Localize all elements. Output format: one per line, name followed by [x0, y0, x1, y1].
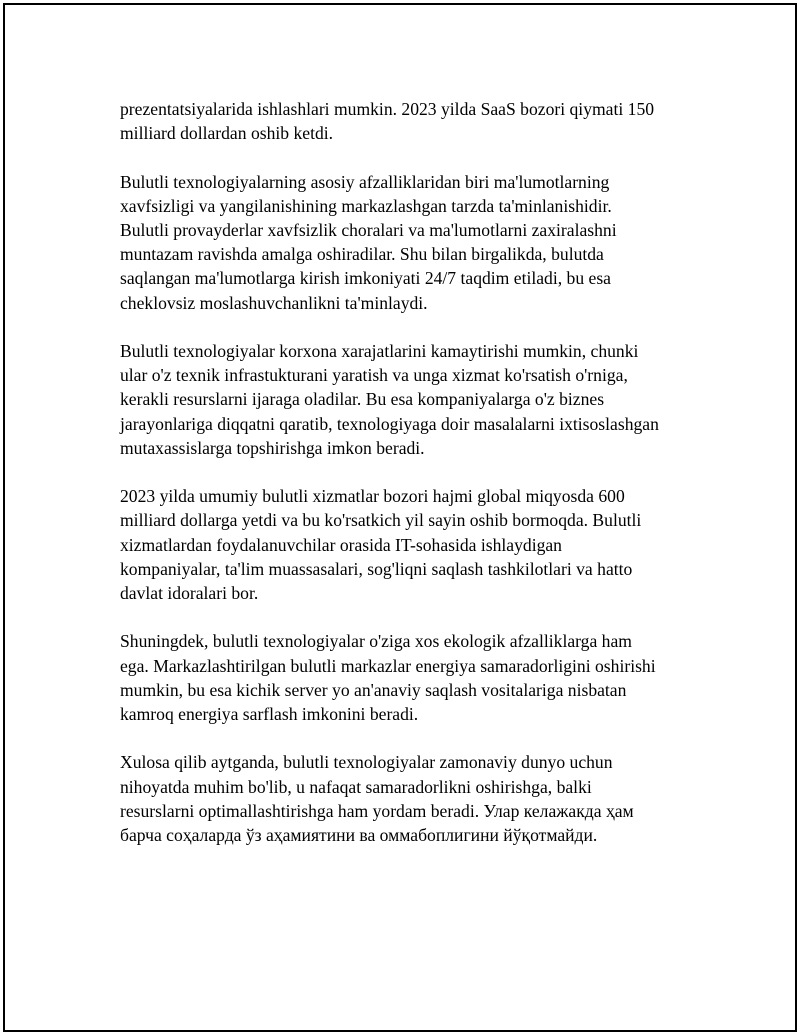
paragraph-6: Xulosa qilib aytganda, bulutli texnologiyalar zamonaviy dunyo uchun nihoyatda muhim bo'lib, u nafaqat samaradorlikni oshirishga, balki resurslarni optimallashtirishga ham yordam beradi. Улар келажакда ҳам барча соҳаларда ўз аҳамиятини ва оммабоплигини йўқотмайди. — [120, 752, 634, 846]
document-body — [120, 97, 690, 871]
paragraph-5: Shuningdek, bulutli texnologiyalar o'ziga xos ekologik afzalliklarga ham ega. Markazlashtirilgan bulutli markazlar energiya samaradorligini oshirishi mumkin, bu esa kichik server yo an'anaviy saqlash vositalariga nisbatan kamroq energiya sarflash imkonini beradi. — [120, 631, 656, 725]
paragraph-2: Bulutli texnologiyalarning asosiy afzalliklaridan biri ma'lumotlarning xavfsizligi va yangilanishining markazlashgan tarzda ta'minlanishidir. Bulutli provayderlar xavfsizlik choralari va ma'lumotlarni zaxiralashni muntazam ravishda amalga oshiradilar. Shu bilan birgalikda, bulutda saqlangan ma'lumotlarga kirish imkoniyati 24/7 taqdim etiladi, bu esa cheklovsiz moslashuvchanlikni ta'minlaydi. — [120, 171, 617, 313]
document-page — [3, 3, 797, 1032]
paragraph-1: prezentatsiyalarida ishlashlari mumkin. 2023 yilda SaaS bozori qiymati 150 milliard dollardan oshib ketdi. — [120, 99, 655, 144]
paragraph-3: Bulutli texnologiyalar korxona xarajatlarini kamaytirishi mumkin, chunki ular o'z texnik infrastukturani yaratish va unga xizmat ko'rsatish o'rniga, kerakli resurslarni ijaraga oladilar. Bu esa kompaniyalarga o'z biznes jarayonlariga diqqatni qaratib, texnologiyaga doir masalalarni ixtisoslashgan mutaxassislarga topshirishga imkon beradi. — [120, 341, 659, 458]
paragraph-4: 2023 yilda umumiy bulutli xizmatlar bozori hajmi global miqyosda 600 milliard dollarga yetdi va bu ko'rsatkich yil sayin oshib bormoqda. Bulutli xizmatlardan foydalanuvchilar orasida IT-sohasida ishlaydigan kompaniyalar, ta'lim muassasalari, sog'liqni saqlash tashkilotlari va hatto davlat idoralari bor. — [120, 486, 642, 604]
